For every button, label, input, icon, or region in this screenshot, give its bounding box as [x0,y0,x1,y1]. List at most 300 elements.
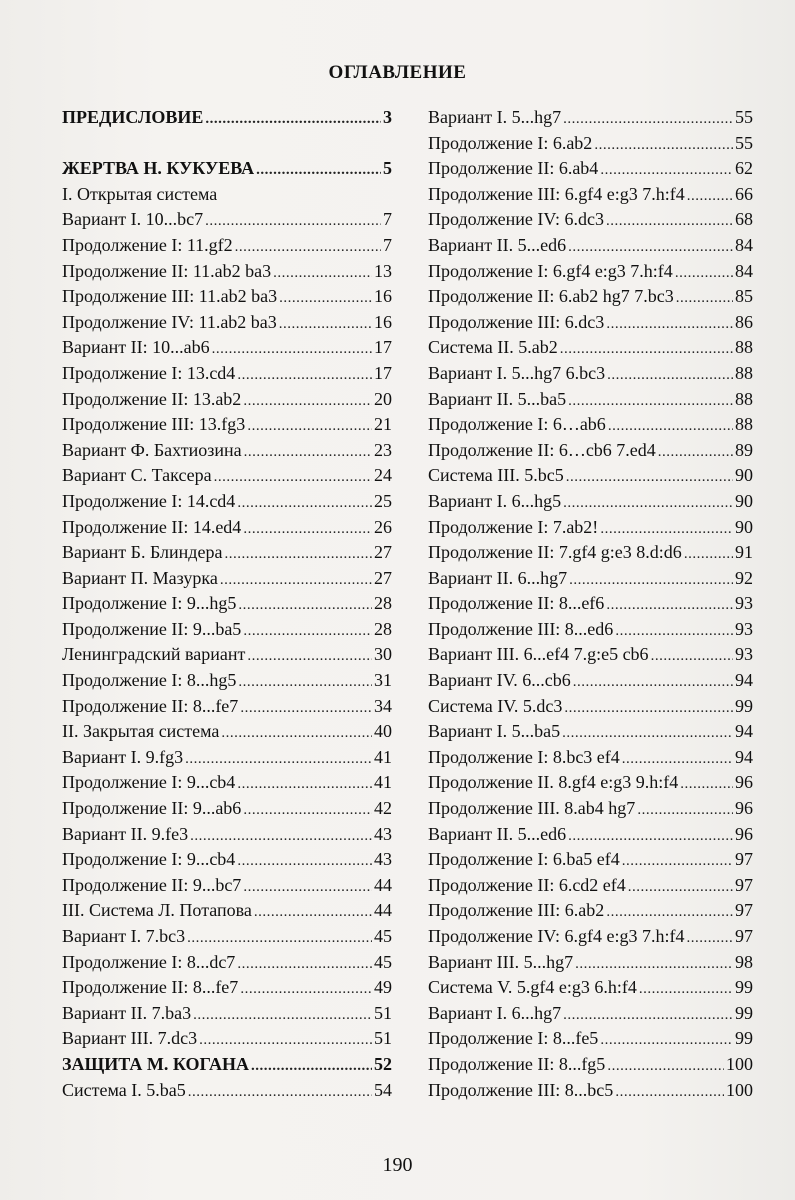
toc-entry [62,719,392,745]
toc-entry-page: 51 [374,1002,392,1023]
toc-leader-dots [238,593,372,619]
toc-entry-title: Вариант I. 10...bc7 [62,209,204,230]
toc-leader-dots [220,568,372,594]
toc-entry-title: Продолжение I: 7.ab2! [428,516,599,537]
toc-entry-title: Вариант II. 5...ed6 [428,234,567,255]
toc-leader-dots [563,491,733,517]
toc-entry-page: 97 [735,874,753,895]
toc-entry-title: Продолжение III: 6.ab2 [428,900,605,921]
toc-entry-page: 88 [735,337,753,358]
toc-entry [428,642,753,668]
toc-entry-page: 100 [726,1079,753,1100]
toc-entry-title: Вариант I. 5...hg7 6.bc3 [428,362,606,383]
toc-leader-dots [205,209,381,235]
toc-entry-page: 7 [383,209,392,230]
toc-entry-title: Продолжение IV: 11.ab2 ba3 [62,311,277,332]
toc-entry [62,566,392,592]
toc-entry-title: Продолжение I: 8.bc3 ef4 [428,746,620,767]
toc-leader-dots [221,721,372,747]
toc-entry [428,515,753,541]
toc-leader-dots [238,670,372,696]
toc-entry-title: Вариант III. 5...hg7 [428,951,574,972]
toc-entry-page: 27 [374,542,392,563]
toc-leader-dots [615,619,733,645]
toc-entry [62,1078,392,1104]
toc-entry-title: Продолжение I: 14.cd4 [62,490,236,511]
toc-entry-page: 84 [735,260,753,281]
toc-entry [62,822,392,848]
toc-entry [62,617,392,643]
toc-entry-page: 17 [374,337,392,358]
toc-entry-page: 90 [735,465,753,486]
toc-entry [62,924,392,950]
toc-entry-title: Продолжение III: 8...ed6 [428,618,614,639]
toc-entry [62,950,392,976]
toc-entry [428,975,753,1001]
toc-entry-page: 90 [735,490,753,511]
toc-entry-title: Продолжение II: 8...ef6 [428,593,605,614]
toc-entry [62,387,392,413]
toc-entry-page: 21 [374,414,392,435]
toc-entry [428,591,753,617]
toc-leader-dots [600,517,733,543]
toc-entry-title: ЖЕРТВА Н. КУКУЕВА [62,158,255,179]
toc-entry-title: Продолжение IV: 6.dc3 [428,209,604,230]
toc-entry-page: 25 [374,490,392,511]
toc-entry [428,310,753,336]
toc-entry [428,361,753,387]
toc-entry [428,898,753,924]
toc-entry-title: Система V. 5.gf4 e:g3 6.h:f4 [428,977,637,998]
toc-leader-dots [606,593,733,619]
toc-entry-title: Вариант IV. 6...cb6 [428,670,571,691]
toc-entry [62,412,392,438]
toc-entry-page: 90 [735,516,753,537]
toc-entry [428,822,753,848]
toc-entry-page: 43 [374,823,392,844]
toc-entry-page: 23 [374,439,392,460]
toc-entry-page: 94 [735,670,753,691]
toc-leader-dots [686,926,733,952]
toc-entry-page: 7 [383,234,392,255]
toc-entry-page: 52 [374,1053,392,1074]
toc-right-column [428,105,753,1103]
page-title: ОГЛАВЛЕНИЕ [328,62,467,83]
toc-leader-dots [190,824,372,850]
toc-entry-page: 97 [735,849,753,870]
toc-entry-page: 5 [383,158,392,179]
toc-entry-title: Продолжение II: 6.ab2 hg7 7.bc3 [428,286,674,307]
toc-leader-dots [243,875,372,901]
toc-entry-title: Вариант II. 7.ba3 [62,1002,192,1023]
toc-entry-title: Вариант III. 7.dc3 [62,1028,198,1049]
toc-entry-title: Система II. 5.ab2 [428,337,558,358]
toc-entry-title: Продолжение III: 6.dc3 [428,311,605,332]
toc-leader-dots [606,209,733,235]
toc-entry [428,284,753,310]
toc-leader-dots [237,849,372,875]
toc-entry-page: 99 [735,977,753,998]
toc-leader-dots [676,286,733,312]
toc-entry-page: 99 [735,1028,753,1049]
toc-entry-title: Вариант III. 6...ef4 7.g:e5 cb6 [428,644,649,665]
toc-entry [62,873,392,899]
toc-leader-dots [573,670,733,696]
toc-leader-dots [256,158,381,184]
toc-entry-page: 66 [735,183,753,204]
toc-entry [62,335,392,361]
toc-leader-dots [205,107,381,133]
toc-leader-dots [637,798,733,824]
toc-entry-title: Продолжение I: 8...fe5 [428,1028,599,1049]
toc-entry-page: 94 [735,721,753,742]
toc-entry [62,1052,392,1078]
toc-leader-dots [247,644,372,670]
toc-entry-page: 93 [735,644,753,665]
toc-entry-title: Вариант II. 6...hg7 [428,567,568,588]
toc-entry-title: Продолжение I: 8...hg5 [62,670,237,691]
toc-entry-page: 54 [374,1079,392,1100]
toc-entry [428,412,753,438]
toc-leader-dots [569,568,733,594]
toc-entry-title: Продолжение IV: 6.gf4 e:g3 7.h:f4 [428,926,685,946]
toc-entry-page: 85 [735,286,753,307]
toc-entry [428,924,753,950]
toc-entry-page: 93 [735,593,753,614]
toc-entry-title: II. Закрытая система [62,721,220,742]
toc-entry-title: Вариант I. 5...hg7 [428,107,562,127]
toc-leader-dots [243,517,372,543]
toc-leader-dots [575,952,733,978]
toc-entry-page: 28 [374,593,392,614]
toc-leader-dots [651,644,733,670]
toc-leader-dots [273,261,372,287]
toc-entry-title: Продолжение I: 9...cb4 [62,849,236,870]
toc-entry [62,515,392,541]
toc-entry [62,642,392,668]
toc-entry-page: 3 [383,107,392,127]
toc-entry [62,105,392,131]
toc-leader-dots [212,337,372,363]
toc-leader-dots [684,542,733,568]
toc-entry [62,259,392,285]
toc-entry-page: 45 [374,951,392,972]
toc-leader-dots [224,542,372,568]
toc-leader-dots [606,900,733,926]
toc-leader-dots [600,158,733,184]
toc-leader-dots [254,900,372,926]
toc-entry-page: 44 [374,900,392,921]
toc-entry-title: Продолжение II: 9...ab6 [62,798,242,819]
toc-leader-dots [622,849,733,875]
toc-leader-dots [237,491,372,517]
toc-leader-dots [237,952,372,978]
page-number: 190 [382,1154,413,1176]
toc-entry-title: Продолжение III: 11.ab2 ba3 [62,286,278,307]
toc-entry [62,796,392,822]
toc-entry [428,566,753,592]
toc-entry-title: Продолжение III: 6.gf4 e:g3 7.h:f4 [428,183,685,204]
toc-leader-dots [615,1080,724,1106]
toc-entry-title: Продолжение II: 8...fg5 [428,1053,606,1074]
toc-entry [428,335,753,361]
toc-entry-page: 98 [735,951,753,972]
toc-leader-dots [251,1054,372,1080]
toc-leader-dots [243,798,372,824]
toc-entry-title: Система IV. 5.dc3 [428,695,563,716]
toc-entry-page: 44 [374,874,392,895]
toc-entry [62,310,392,336]
toc-entry-title: Продолжение II: 6…cb6 7.ed4 [428,439,656,460]
toc-leader-dots [193,1003,372,1029]
toc-entry-title: Вариант II: 10...ab6 [62,337,210,358]
toc-entry [428,694,753,720]
toc-entry-title: Вариант I. 6...hg7 [428,1002,562,1023]
toc-entry [428,156,753,182]
toc-entry [428,1001,753,1027]
toc-entry [62,156,392,182]
toc-entry-title: Вариант II. 5...ed6 [428,823,567,844]
toc-entry [428,617,753,643]
toc-leader-dots [279,286,372,312]
toc-entry [62,540,392,566]
toc-entry [428,668,753,694]
toc-entry-title: Вариант I. 6...hg5 [428,490,562,511]
toc-leader-dots [675,261,733,287]
toc-entry-title: III. Система Л. Потапова [62,900,252,921]
toc-entry [428,489,753,515]
toc-entry-page: 49 [374,977,392,998]
toc-entry-page: 62 [735,158,753,179]
toc-leader-dots [687,184,733,210]
toc-leader-dots [187,926,372,952]
toc-entry-page: 43 [374,849,392,870]
toc-entry-page: 28 [374,618,392,639]
toc-leader-dots [563,1003,733,1029]
toc-leader-dots [568,235,733,261]
toc-entry-title: Продолжение II: 14.ed4 [62,516,242,537]
toc-leader-dots [658,440,733,466]
toc-entry-title: Продолжение II: 11.ab2 ba3 [62,260,272,281]
toc-entry-title: Продолжение III: 8...bc5 [428,1079,614,1100]
toc-entry-page: 40 [374,721,392,742]
toc-entry [62,1001,392,1027]
toc-leader-dots [214,465,372,491]
toc-entry-title: ПРЕДИСЛОВИЕ [62,107,204,127]
toc-left-column [62,105,392,1103]
toc-leader-dots [680,772,733,798]
toc-leader-dots [568,389,733,415]
toc-leader-dots [279,312,372,338]
toc-leader-dots [606,312,733,338]
toc-entry [428,1078,753,1104]
toc-entry-page: 31 [374,670,392,691]
toc-entry [62,745,392,771]
toc-entry-page: 55 [735,107,753,127]
toc-entry [428,182,753,208]
toc-entry [428,438,753,464]
toc-entry-page: 41 [374,746,392,767]
toc-entry-title: Продолжение I: 9...cb4 [62,772,236,793]
toc-entry-title: ЗАЩИТА М. КОГАНА [62,1053,249,1074]
toc-entry-page: 34 [374,695,392,716]
toc-leader-dots [568,824,733,850]
toc-leader-dots [199,1028,372,1054]
toc-leader-dots [566,465,733,491]
toc-entry-page: 100 [726,1053,753,1074]
toc-entry [428,387,753,413]
toc-leader-dots [628,875,733,901]
toc-leader-dots [237,363,372,389]
toc-entry-title: Система III. 5.bc5 [428,465,564,486]
toc-entry-title: Продолжение II. 8.gf4 e:g3 9.h:f4 [428,772,679,793]
toc-entry [62,284,392,310]
toc-entry-title: Продолжение I: 8...dc7 [62,951,236,972]
toc-leader-dots [235,235,381,261]
toc-entry-page: 42 [374,798,392,819]
toc-entry-page: 94 [735,746,753,767]
toc-entry-page: 68 [735,209,753,230]
toc-entry [62,207,392,233]
toc-entry [428,207,753,233]
toc-entry [428,847,753,873]
toc-entry-title: Продолжение I: 9...hg5 [62,593,237,614]
toc-entry-page: 91 [735,542,753,563]
toc-entry-title: Продолжение II: 7.gf4 g:e3 8.d:d6 [428,542,682,563]
toc-leader-dots [607,363,733,389]
toc-entry [428,873,753,899]
toc-entry-page: 16 [374,286,392,307]
toc-entry-title: Вариант Ф. Бахтиозина [62,439,242,460]
toc-entry [62,438,392,464]
toc-entry [62,770,392,796]
toc-entry [428,796,753,822]
toc-entry-page: 99 [735,695,753,716]
toc-entry-title: Продолжение I: 6.gf4 e:g3 7.h:f4 [428,260,673,281]
toc-entry [62,182,392,208]
toc-entry [428,770,753,796]
toc-entry [62,463,392,489]
toc-entry-page: 30 [374,644,392,665]
toc-entry-title: I. Открытая система [62,183,218,204]
toc-entry-title: Продолжение III. 8.ab4 hg7 [428,798,636,819]
toc-entry-page: 96 [735,823,753,844]
toc-entry [428,1026,753,1052]
toc-leader-dots [185,747,372,773]
toc-entry-title: Вариант I. 5...ba5 [428,721,561,742]
toc-entry-page: 51 [374,1028,392,1049]
toc-entry-title: Вариант I. 9.fg3 [62,746,184,767]
toc-entry-page: 97 [735,900,753,921]
toc-entry [62,233,392,259]
toc-leader-dots [562,721,733,747]
toc-entry [428,131,753,157]
toc-entry-page: 93 [735,618,753,639]
toc-entry-page: 55 [735,132,753,153]
toc-entry-page: 16 [374,311,392,332]
toc-leader-dots [243,619,372,645]
toc-entry [428,1052,753,1078]
toc-leader-dots [639,977,733,1003]
toc-entry-page: 88 [735,362,753,383]
toc-entry-title: Вариант I. 7.bc3 [62,926,186,946]
toc-entry-title: Ленинградский вариант [62,644,246,665]
toc-entry [428,540,753,566]
toc-entry-title: Продолжение II: 9...bc7 [62,874,242,895]
toc-leader-dots [564,696,733,722]
toc-entry-title: Продолжение I: 13.cd4 [62,362,236,383]
toc-entry-page: 92 [735,567,753,588]
toc-entry [62,694,392,720]
toc-entry-page: 13 [374,260,392,281]
toc-leader-dots [600,1028,733,1054]
toc-entry [62,361,392,387]
toc-leader-dots [608,414,733,440]
toc-entry-page: 27 [374,567,392,588]
toc-entry-page: 41 [374,772,392,793]
toc-leader-dots [622,747,733,773]
toc-entry-title: Продолжение I: 11.gf2 [62,234,233,255]
toc-entry-title: Продолжение II: 13.ab2 [62,388,242,409]
toc-entry-page: 26 [374,516,392,537]
toc-entry-title: Вариант П. Мазурка [62,567,218,588]
toc-entry [428,463,753,489]
toc-entry [62,975,392,1001]
toc-entry-title: Продолжение II: 8...fe7 [62,695,239,716]
toc-entry-page: 97 [735,926,753,946]
toc-entry-page: 86 [735,311,753,332]
toc-entry-page: 17 [374,362,392,383]
toc-leader-dots [594,133,733,159]
toc-entry [428,105,753,131]
toc-entry [428,745,753,771]
toc-leader-dots [237,772,372,798]
toc-entry-page: 96 [735,772,753,793]
toc-entry-page: 45 [374,926,392,946]
toc-leader-dots [247,414,372,440]
toc-entry-title: Продолжение II: 6.cd2 ef4 [428,874,626,895]
toc-entry [62,898,392,924]
toc-leader-dots [240,696,372,722]
toc-leader-dots [563,107,733,133]
toc-entry [62,668,392,694]
toc-entry-title: Вариант II. 5...ba5 [428,388,567,409]
toc-entry-title: Вариант С. Таксера [62,465,212,486]
toc-entry [428,719,753,745]
toc-entry [428,259,753,285]
toc-leader-dots [560,337,733,363]
toc-entry-title: Система I. 5.ba5 [62,1079,186,1100]
toc-leader-dots [188,1080,372,1106]
toc-entry-page: 88 [735,414,753,435]
toc-entry [62,489,392,515]
toc-entry-page: 96 [735,798,753,819]
toc-entry [62,1026,392,1052]
toc-entry [428,950,753,976]
toc-leader-dots [240,977,372,1003]
toc-entry-title: Продолжение III: 13.fg3 [62,414,246,435]
toc-leader-dots [607,1054,724,1080]
toc-leader-dots [244,440,372,466]
toc-entry-page: 99 [735,1002,753,1023]
toc-entry-title: Продолжение I: 6.ab2 [428,132,593,153]
toc-entry [62,591,392,617]
toc-entry-title: Продолжение II: 8...fe7 [62,977,239,998]
toc-entry-title: Вариант Б. Блиндера [62,542,223,563]
toc-entry-page: 84 [735,234,753,255]
toc-entry-page: 24 [374,465,392,486]
toc-entry-title: Вариант II. 9.fe3 [62,823,189,844]
